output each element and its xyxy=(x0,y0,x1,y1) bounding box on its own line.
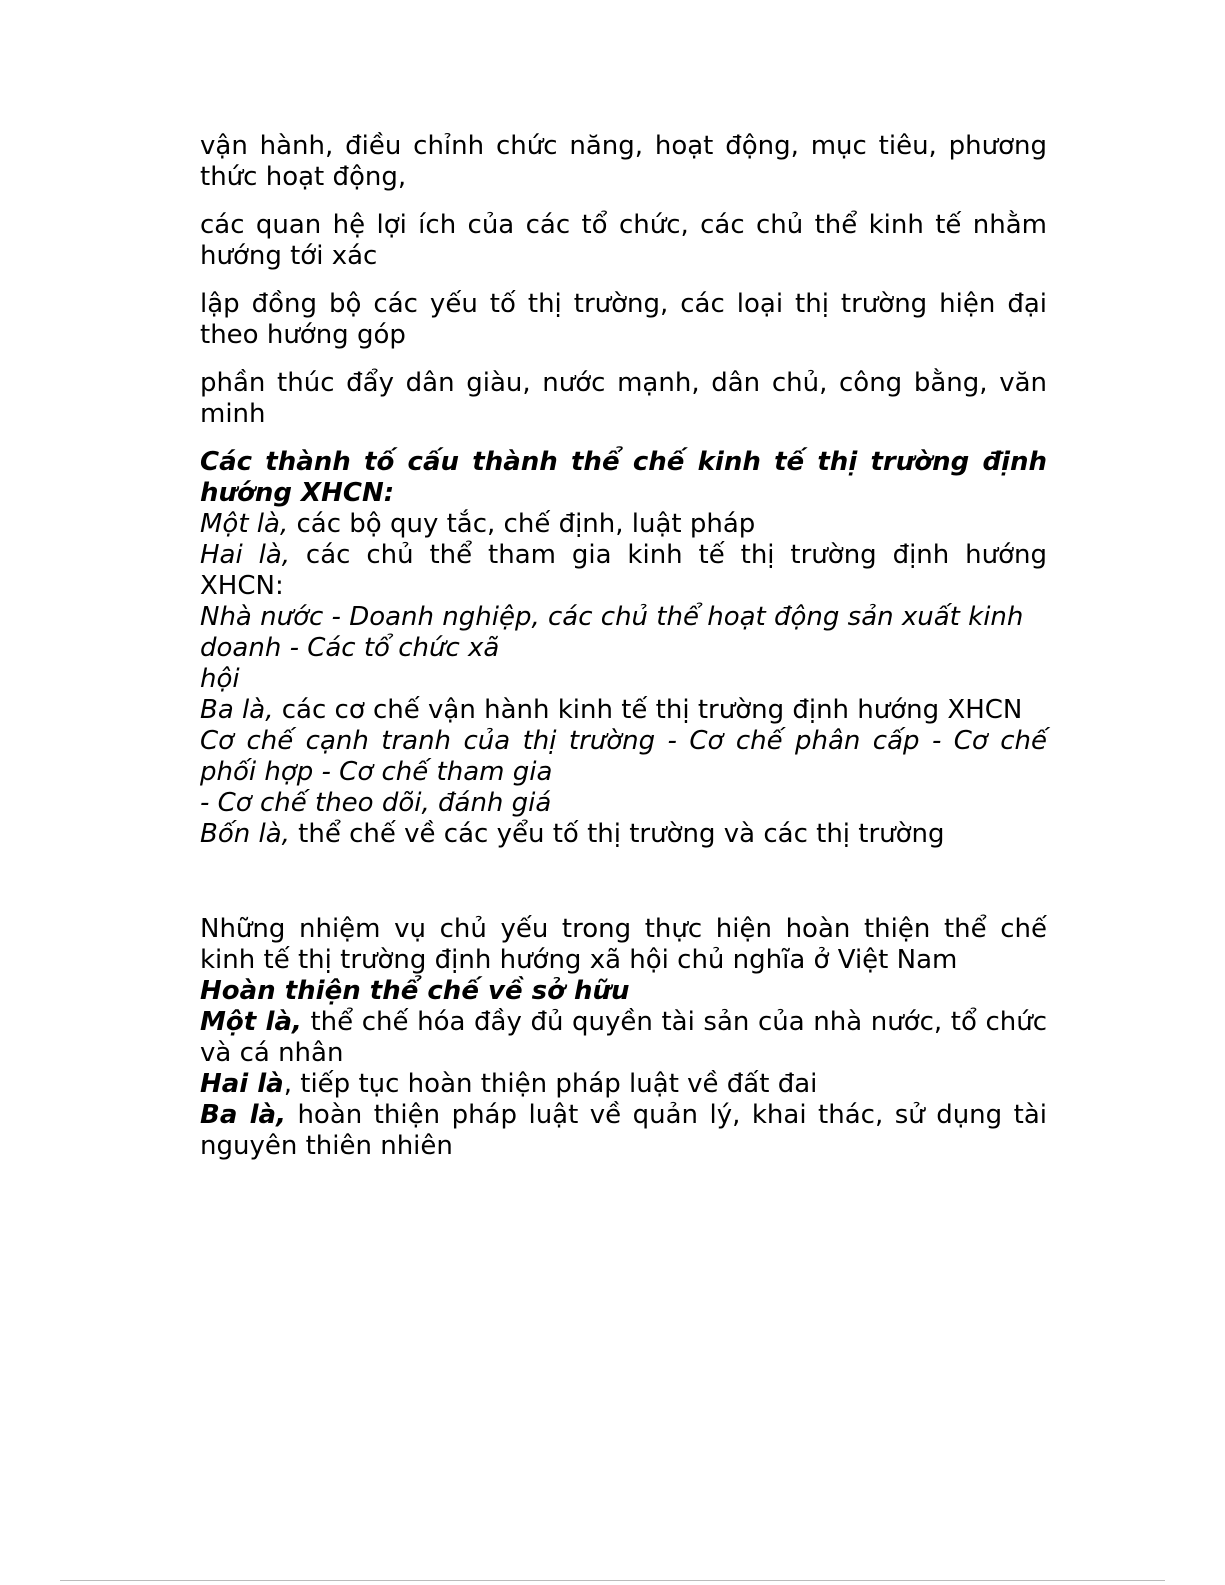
component-item-2 xyxy=(200,540,1047,602)
task-item-3-text: hoàn thiện pháp luật về quản lý, khai thác, sử dụng tài nguyên thiên nhiên xyxy=(200,1100,1047,1161)
paragraph-2: các quan hệ lợi ích của các tổ chức, các chủ thể kinh tế nhằm hướng tới xác xyxy=(200,210,1047,271)
page-bottom-divider xyxy=(60,1580,1165,1581)
document-page xyxy=(200,131,1047,1162)
component-item-1-text: các bộ quy tắc, chế định, luật pháp xyxy=(288,509,756,539)
paragraph-3: lập đồng bộ các yếu tố thị trường, các loại thị trường hiện đại theo hướng góp xyxy=(200,289,1047,350)
component-item-2-detail: Nhà nước - Doanh nghiệp, các chủ thể hoạt động sản xuất kinh doanh - Các tổ chức xã xyxy=(200,602,1024,663)
component-item-3-text: các cơ chế vận hành kinh tế thị trường định hướng XHCN xyxy=(273,695,1023,725)
tasks-intro: Những nhiệm vụ chủ yếu trong thực hiện hoàn thiện thể chế kinh tế thị trường định hướng xã hội chủ nghĩa ở Việt Nam xyxy=(200,914,1047,975)
components-section xyxy=(200,447,1047,850)
task-item-1-text: thể chế hóa đầy đủ quyền tài sản của nhà nước, tổ chức và cá nhân xyxy=(200,1007,1047,1068)
task-item-3-lead: Ba là, xyxy=(200,1100,286,1130)
task-item-2-text: , tiếp tục hoàn thiện pháp luật về đất đai xyxy=(283,1069,818,1099)
component-item-4 xyxy=(200,819,1047,850)
components-heading: Các thành tố cấu thành thể chế kinh tế thị trường định hướng XHCN: xyxy=(200,447,1047,508)
task-item-2-lead: Hai là xyxy=(200,1069,284,1099)
tasks-section xyxy=(200,914,1047,1162)
component-item-3 xyxy=(200,695,1047,726)
component-item-2-detail-tail: hội xyxy=(200,664,240,694)
task-item-1 xyxy=(200,1007,1047,1069)
component-item-3-detail-tail: - Cơ chế theo dõi, đánh giá xyxy=(200,788,552,818)
task-item-2 xyxy=(200,1069,1047,1100)
component-item-2-lead: Hai là, xyxy=(200,540,291,570)
section-spacer xyxy=(200,850,1047,914)
component-item-3-detail: Cơ chế cạnh tranh của thị trường - Cơ chế phân cấp - Cơ chế phối hợp - Cơ chế tham gia xyxy=(200,726,1047,787)
tasks-heading: Hoàn thiện thể chế về sở hữu xyxy=(200,976,630,1006)
component-item-4-text: thể chế về các yểu tố thị trường và các thị trường xyxy=(289,819,945,849)
component-item-4-lead: Bốn là, xyxy=(200,819,290,849)
paragraph-1: vận hành, điều chỉnh chức năng, hoạt động, mục tiêu, phương thức hoạt động, xyxy=(200,131,1047,192)
paragraph-4: phần thúc đẩy dân giàu, nước mạnh, dân chủ, công bằng, văn minh xyxy=(200,368,1047,429)
component-item-3-lead: Ba là, xyxy=(200,695,274,725)
component-item-2-text: các chủ thể tham gia kinh tế thị trường định hướng XHCN: xyxy=(200,540,1047,601)
component-item-1-lead: Một là, xyxy=(200,509,289,539)
component-item-1 xyxy=(200,509,1047,540)
task-item-1-lead: Một là, xyxy=(200,1007,302,1037)
task-item-3 xyxy=(200,1100,1047,1162)
